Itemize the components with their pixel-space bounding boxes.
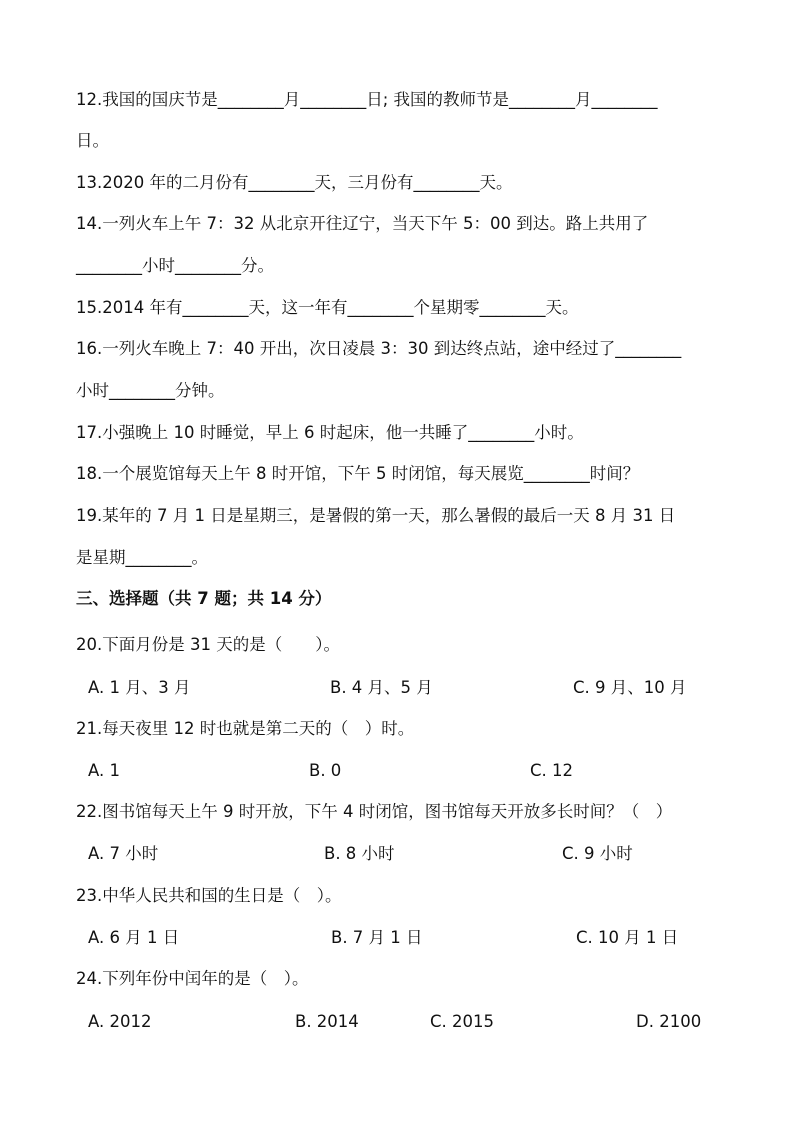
- question-20-option-c[interactable]: C. 9 月、10 月: [573, 678, 687, 697]
- section-heading: 三、选择题（共 7 题；共 14 分）: [76, 589, 332, 608]
- question-21: 21.每天夜里 12 时也就是第二天的（ ）时。: [76, 719, 415, 738]
- question-24-option-c[interactable]: C. 2015: [430, 1012, 495, 1031]
- question-22-option-a[interactable]: A. 7 小时: [88, 844, 159, 863]
- question-16-line-2: 小时________分钟。: [76, 381, 225, 400]
- question-22-option-b[interactable]: B. 8 小时: [324, 844, 395, 863]
- question-24-option-d[interactable]: D. 2100: [636, 1012, 702, 1031]
- question-17: 17.小强晚上 10 时睡觉，早上 6 时起床，他一共睡了________小时。: [76, 423, 584, 442]
- question-14-line-1: 14.一列火车上午 7：32 从北京开往辽宁，当天下午 5：00 到达。路上共用了: [76, 214, 649, 233]
- question-19-line-1: 19.某年的 7 月 1 日是星期三，是暑假的第一天，那么暑假的最后一天 8 月 31 日: [76, 506, 676, 525]
- question-18: 18.一个展览馆每天上午 8 时开馆，下午 5 时闭馆，每天展览________时间？: [76, 464, 640, 483]
- question-22-option-c[interactable]: C. 9 小时: [562, 844, 633, 863]
- question-16-line-1: 16.一列火车晚上 7：40 开出，次日凌晨 3：30 到达终点站，途中经过了________: [76, 339, 682, 358]
- question-13: 13.2020 年的二月份有________天，三月份有________天。: [76, 173, 513, 192]
- question-23-option-c[interactable]: C. 10 月 1 日: [576, 928, 679, 947]
- question-12-line-2: 日。: [76, 131, 109, 150]
- question-20-option-b[interactable]: B. 4 月、5 月: [330, 678, 433, 697]
- question-24-option-b[interactable]: B. 2014: [295, 1012, 359, 1031]
- question-22: 22.图书馆每天上午 9 时开放，下午 4 时闭馆，图书馆每天开放多长时间？（ ）: [76, 802, 673, 821]
- question-21-option-b[interactable]: B. 0: [309, 761, 342, 780]
- question-20-option-a[interactable]: A. 1 月、3 月: [88, 678, 191, 697]
- question-21-option-c[interactable]: C. 12: [530, 761, 574, 780]
- question-24-option-a[interactable]: A. 2012: [88, 1012, 152, 1031]
- question-21-option-a[interactable]: A. 1: [88, 761, 120, 780]
- question-19-line-2: 是星期________。: [76, 548, 208, 567]
- question-23-option-b[interactable]: B. 7 月 1 日: [331, 928, 423, 947]
- question-14-line-2: ________小时________分。: [76, 256, 274, 275]
- question-15: 15.2014 年有________天，这一年有________个星期零________天。: [76, 298, 579, 317]
- question-24: 24.下列年份中闰年的是（ ）。: [76, 969, 309, 988]
- question-12-line-1: 12.我国的国庆节是________月________日; 我国的教师节是________月________: [76, 90, 658, 109]
- question-23: 23.中华人民共和国的生日是（ ）。: [76, 886, 342, 905]
- question-23-option-a[interactable]: A. 6 月 1 日: [88, 928, 180, 947]
- question-20: 20.下面月份是 31 天的是（ ）。: [76, 635, 340, 654]
